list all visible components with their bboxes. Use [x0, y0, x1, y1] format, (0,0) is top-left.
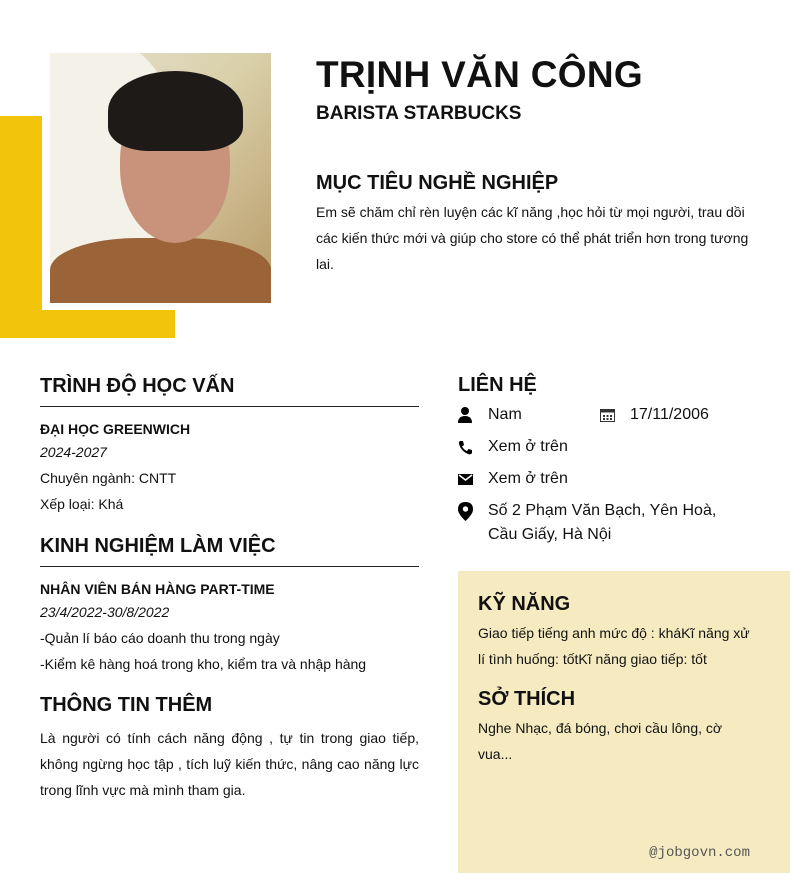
- experience-period: 23/4/2022-30/8/2022: [40, 604, 170, 620]
- candidate-name: TRỊNH VĂN CÔNG: [316, 54, 643, 95]
- education-period: 2024-2027: [40, 444, 107, 460]
- person-icon: [458, 403, 488, 427]
- profile-photo: [50, 53, 271, 303]
- skills-panel: [458, 571, 790, 873]
- skills-text: Giao tiếp tiếng anh mức độ : kháKĩ năng xử lí tình huống: tốtKĩ năng giao tiếp: tốt: [478, 625, 750, 667]
- education-major: Chuyên ngành: CNTT: [40, 470, 177, 486]
- contact-section: [458, 374, 758, 547]
- extra-heading: THÔNG TIN THÊM: [40, 694, 213, 716]
- hobbies-heading: SỞ THÍCH: [478, 688, 576, 710]
- experience-role: NHÂN VIÊN BÁN HÀNG PART-TIME: [40, 581, 275, 597]
- job-title: BARISTA STARBUCKS: [316, 103, 522, 124]
- objective-section: [316, 172, 756, 277]
- location-icon: [458, 499, 488, 523]
- calendar-icon: [600, 403, 630, 427]
- extra-text: Là người có tính cách năng động , tự tin trong giao tiếp, không ngừng học tập , tích luỹ kiến thức, nâng cao năng lực trong lĩnh vực mà mình tham gia.: [40, 730, 419, 798]
- contact-address: Số 2 Phạm Văn Bạch, Yên Hoà, Cầu Giấy, Hà Nội: [488, 502, 717, 543]
- watermark: @jobgovn.com: [649, 845, 750, 861]
- phone-icon: [458, 435, 488, 459]
- experience-duty: -Kiểm kê hàng hoá trong kho, kiểm tra và nhập hàng: [40, 656, 367, 672]
- email-icon: [458, 467, 488, 491]
- skills-heading: KỸ NĂNG: [478, 593, 571, 615]
- school-name: ĐẠI HỌC GREENWICH: [40, 421, 191, 437]
- extra-section: [40, 694, 419, 803]
- hobbies-text: Nghe Nhạc, đá bóng, chơi cầu lông, cờ vua...: [478, 720, 723, 762]
- objective-heading: MỤC TIÊU NGHỀ NGHIỆP: [316, 172, 559, 194]
- contact-gender: Nam: [488, 406, 522, 423]
- experience-heading: KINH NGHIỆM LÀM VIỆC: [40, 535, 419, 567]
- experience-duty: -Quản lí báo cáo doanh thu trong ngày: [40, 630, 280, 646]
- education-grade: Xếp loại: Khá: [40, 496, 124, 512]
- objective-text: Em sẽ chăm chỉ rèn luyện các kĩ năng ,học hỏi từ mọi người, trau dồi các kiến thức mới và giúp cho store có thể phát triển hơn trong tương lai.: [316, 204, 749, 272]
- education-heading: TRÌNH ĐỘ HỌC VẤN: [40, 375, 419, 407]
- contact-phone: Xem ở trên: [488, 438, 568, 455]
- experience-section: [40, 535, 419, 677]
- contact-heading: LIÊN HỆ: [458, 374, 537, 396]
- contact-email: Xem ở trên: [488, 470, 568, 487]
- education-section: [40, 375, 419, 517]
- contact-dob: 17/11/2006: [630, 406, 709, 423]
